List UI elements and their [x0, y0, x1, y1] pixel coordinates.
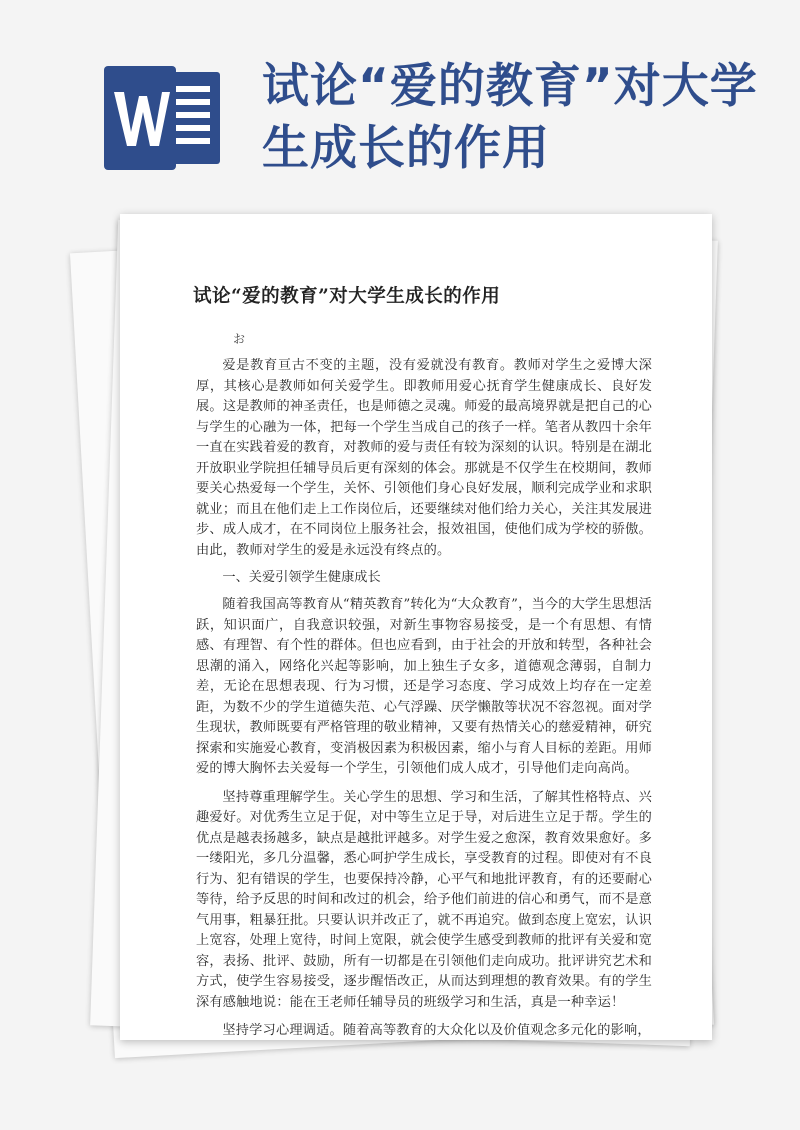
word-document-icon	[104, 66, 226, 170]
intro-paragraph: 爱是教育亘古不变的主题，没有爱就没有教育。教师对学生之爱博大深厚，其核心是教师如何关爱学生。即教师用爱心抚育学生健康成长、良好发展。这是教师的神圣责任，也是师德之灵魂。师爱的最高境界就是把自己的心与学生的心融为一体，把每一个学生当成自己的孩子一样。笔者从教四十余年一直在实践着爱的教育，对教师的爱与责任有较为深刻的认识。特别是在湖北开放职业学院担任辅导员后更有深刻的体会。那就是不仅学生在校期间，教师要关心热爱每一个学生，关怀、引领他们身心良好发展，顺利完成学业和求职就业；而且在他们走上工作岗位后，还要继续对他们给力关心，关注其发展进步、成人成才，在不同岗位上服务社会，报效祖国，使他们成为学校的骄傲。由此，教师对学生的爱是永远没有终点的。	[196, 358, 652, 558]
document-page	[120, 214, 712, 1040]
document-author: お	[233, 332, 246, 346]
body-paragraph: 随着我国高等教育从“精英教育”转化为“大众教育”，当今的大学生思想活跃，知识面广，自我意识较强，对新生事物容易接受，是一个有思想、有情感、有理智、有个性的群体。但也应看到，由于社会的开放和转型，各种社会思潮的涌入，网络化兴起等影响，加上独生子女多，道德观念薄弱，自制力差，无论在思想表现、行为习惯，还是学习态度、学习成效上均存在一定差距，为数不少的学生道德失范、心气浮躁、厌学懒散等状况不容忽视。面对学生现状，教师既要有严格管理的敬业精神，又要有热情关心的慈爱精神，研究探索和实施爱心教育，变消极因素为积极因素，缩小与育人目标的差距。用师爱的博大胸怀去关爱每一个学生，引领他们成人成才，引导他们走向高尚。	[196, 597, 652, 776]
section-heading: 一、关爱引领学生健康成长	[222, 570, 381, 585]
page-header	[0, 0, 800, 210]
document-title: 试论“爱的教育”对大学生成长的作用	[193, 286, 501, 307]
body-paragraph: 坚持学习心理调适。随着高等教育的大众化以及价值观念多元化的影响，	[222, 1023, 651, 1038]
body-paragraph: 坚持尊重理解学生。关心学生的思想、学习和生活，了解其性格特点、兴趣爱好。对优秀生立足于促，对中等生立足于导，对后进生立足于帮。学生的优点是越表扬越多，缺点是越批评越多。对学生爱之愈深，教育效果愈好。多一缕阳光，多几分温馨，悉心呵护学生成长，享受教育的过程。即使对有不良行为、犯有错误的学生，也要保持冷静，心平气和地批评教育，有的还要耐心等待，给予反思的时间和改过的机会，给予他们前进的信心和勇气，而不是意气用事，粗暴狂批。只要认识并改正了，就不再追究。做到态度上宽宏，认识上宽容，处理上宽待，时间上宽限，就会使学生感受到教师的批评有关爱和宽容，表扬、批评、鼓励，所有一切都是在引领他们走向成功。批评讲究艺术和方式，使学生容易接受，逐步醒悟改正，从而达到理想的教育效果。有的学生深有感触地说：能在王老师任辅导员的班级学习和生活，真是一种幸运！	[196, 789, 652, 1010]
document-body	[196, 356, 652, 1040]
page-title: 试论“爱的教育”对大学生成长的作用	[262, 59, 758, 176]
